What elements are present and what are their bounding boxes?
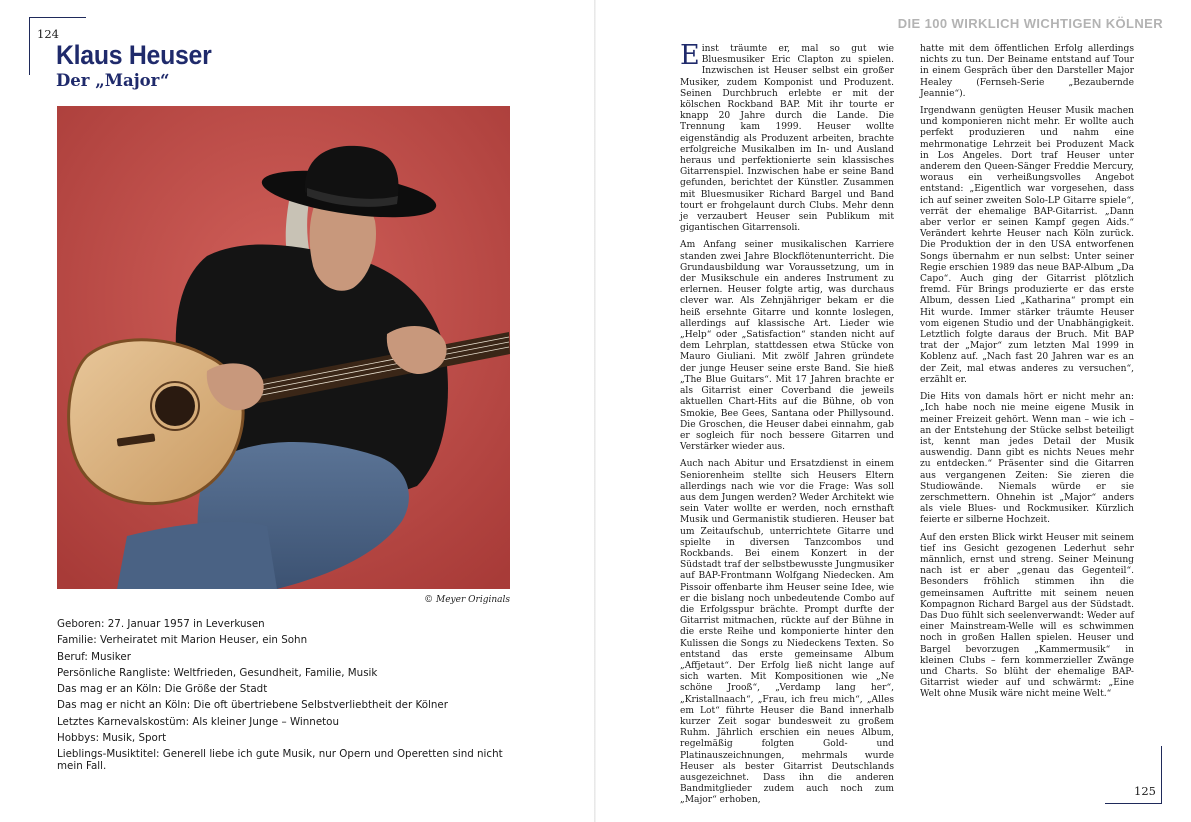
fact-birth: Geboren: 27. Januar 1957 in Leverkusen bbox=[57, 618, 265, 630]
article-subtitle: Der „Major“ bbox=[56, 71, 170, 90]
paragraph-text: inst träumte er, mal so gut wie Bluesmusiker Eric Clapton zu spielen. Inzwischen ist Heuser selbst ein großer Musiker, zudem Komponist und Produzent. Seinen Durchbruch erlebte er mit der kölschen Rockband BAP. Mit ihr tourte er knapp 20 Jahre durch die Lande. Die Trennung kam 1999. Heuser wollte eigenständig als Produzent arbeiten, brachte erfolgreiche Musikalben im In- und Ausland heraus und perfektionierte sein klassisches Gitarrenspiel. Inzwischen habe er seine Band gefunden, berichtet der Künstler. Zusammen mit Bluesmusiker Richard Bargel und Band tourt er frohgelaunt durch Clubs. Mehr denn je verzaubert Heuser sein Publikum mit gigantischen Gitarrensoli. bbox=[680, 44, 894, 234]
fact-likes-cologne: Das mag er an Köln: Die Größe der Stadt bbox=[57, 683, 268, 695]
guitarist-illustration bbox=[57, 106, 510, 589]
text-column-2 bbox=[920, 44, 1134, 707]
page-number-right: 125 bbox=[1134, 784, 1156, 798]
running-header: DIE 100 WIRKLICH WICHTIGEN KÖLNER bbox=[897, 16, 1163, 31]
paragraph: hatte mit dem öffentlichen Erfolg allerdings nichts zu tun. Der Beiname entstand auf Tour in einem Gespräch über den Darsteller Major Healey (Fernseh-Serie „Bezaubernde Jeannie“). bbox=[920, 44, 1134, 99]
fact-carnival-costume: Letztes Karnevalskostüm: Als kleiner Junge – Winnetou bbox=[57, 715, 340, 728]
drop-cap: E bbox=[680, 40, 700, 71]
article-title: Klaus Heuser bbox=[56, 40, 212, 70]
fact-family: Familie: Verheiratet mit Marion Heuser, ein Sohn bbox=[57, 634, 308, 647]
fact-dislikes-cologne: Das mag er nicht an Köln: Die oft übertriebene Selbstverliebtheit der Kölner bbox=[57, 699, 448, 712]
fact-hobbies: Hobbys: Musik, Sport bbox=[57, 731, 167, 744]
paragraph: Irgendwann genügten Heuser Musik machen und komponieren nicht mehr. Er wollte auch perfekt produzieren und nahm eine mehrmonatige Lehrzeit bei Produzent Mack in Los Angeles. Dort traf Heuser unter anderem den Queen-Sänger Freddie Mercury, woraus ein verheißungsvolles Angebot entstand: „Eigentlich war vorgesehen, dass ich auf seiner zweiten Solo-LP Gitarre spiele“, verrät der ehemalige BAP-Gitarrist. „Dann aber verlor er seinen Kampf gegen Aids.“ Verändert kehrte Heuser nach Köln zurück. Die Produktion der in den USA entworfenen Songs übernahm er nun selbst: Unter seiner Regie erschien 1989 das neue BAP-Album „Da Capo“. Auch ging der Gitarrist plötzlich fremd. Für Brings produzierte er das erste Album, dessen Lied „Katharina“ prompt ein Hit wurde. Immer stärker träumte Heuser vom eigenen Studio und der Unabhängigkeit. Letztlich folgte daraus der Bruch. Mit BAP trat der „Major“ zum letzten Mal 1999 in Koblenz auf. „Nach fast 20 Jahren war es an der Zeit, mal etwas anderes zu versuchen“, erzählt er. bbox=[920, 106, 1134, 385]
fact-ranking: Persönliche Rangliste: Weltfrieden, Gesundheit, Familie, Musik bbox=[57, 666, 378, 679]
paragraph: Die Hits von damals hört er nicht mehr an: „Ich habe noch nie meine eigene Musik in meiner Freizeit gehört. Wenn man – wie ich – an der Entstehung der Stücke selbst beteiligt ist, kennt man jedes Detail der Musik auswendig. Dann gibt es nichts Neues mehr zu entdecken.“ Präsenter sind die Gitarren aus vergangenen Zeiten: Sie zieren die Studiowände. Niemals würde er sie zerschmettern. Ohnehin ist „Major“ anders als viele Blues- und Rockmusiker. Kürzlich feierte er silberne Hochzeit. bbox=[920, 392, 1134, 526]
paragraph: Auf den ersten Blick wirkt Heuser mit seinem tief ins Gesicht gezogenen Lederhut sehr männlich, ernst und streng. Seiner Meinung nach ist er aber „genau das Gegenteil“. Besonders fröhlich stimmen ihn die gemeinsamen Auftritte mit seinem neuen Kompagnon Richard Bargel aus der Südstadt. Das Duo fühlt sich seelenverwandt: Weder auf einer Mainstream-Welle will es schwimmen noch in großen Hallen spielen. Heuser und Bargel bevorzugen „Kammermusik“ in kleinen Clubs – fern kommerzieller Zwänge und Charts. So blüht der ehemalige BAP-Gitarrist wieder auf und schwärmt: „Eine Welt ohne Musik wäre nicht meine Welt.“ bbox=[920, 532, 1134, 700]
portrait-photo bbox=[57, 106, 510, 589]
photo-credit: © Meyer Originals bbox=[424, 595, 510, 605]
page-number-left: 124 bbox=[37, 27, 59, 41]
paragraph: Auch nach Abitur und Ersatzdienst in einem Seniorenheim stellte sich Heusers Eltern allerdings nach wie vor die Frage: Was soll aus dem Jungen werden? Weder Architekt wie sein Vater wollte er werden, noch ernsthaft Musik und Germanistik studieren. Heuser bat um Zeitaufschub, unterrichtete Gitarre und spielte in diversen Tanzcombos und Rockbands. Bei einem Konzert in der Südstadt traf der selbstbewusste Jungmusiker auf BAP-Frontmann Wolfgang Niedecken. Am Pissoir offenbarte ihm Heuser seine Idee, wie er die bislang noch unbedeutende Combo auf die Erfolgsspur brächte. Prompt durfte der Gitarrist mitmachen, rückte auf der Bühne in die erste Reihe und komponierte hinter den Kulissen die Songs zu Niedeckens Texten. So entstand das erste gemeinsame Album „Affjetaut“. Der Erfolg ließ nicht lange auf sich warten. Mit Kompositionen wie „Ne schöne Jrooß“, „Verdamp lang her“, „Kristallnaach“, „Frau, ich freu mich“, „Alles em Lot“ führte Heuser die Band innerhalb kurzer Zeit sogar bundesweit zu großem Ruhm. Jährlich erschien ein neues Album, regelmäßig folgten Gold- und Platinauszeichnungen, mehrmals wurde Heuser als bester Gitarrist Deutschlands ausgezeichnet. Dass ihn die anderen Bandmitglieder zudem auch noch zum „Major“ erhoben, bbox=[680, 459, 894, 806]
left-page bbox=[0, 0, 595, 822]
fact-profession: Beruf: Musiker bbox=[57, 650, 131, 663]
paragraph: Am Anfang seiner musikalischen Karriere standen zwei Jahre Blockflötenunterricht. Die Grundausbildung war Voraussetzung, um in der Musikschule ein anderes Instrument zu erlernen. Heuser folgte artig, was durchaus clever war. Als Zehnjähriger bekam er die heiß ersehnte Gitarre und konnte loslegen, allerdings auf klassische Art. Lieder wie „Help“ oder „Satisfaction“ standen nicht auf dem Lehrplan, stattdessen etwa Stücke von Mauro Giuliani. Mit zwölf Jahren gründete der junge Heuser seine erste Band. Sie hieß „The Blue Guitars“. Mit 17 Jahren brachte er als Gitarrist einer Coverband die jeweils aktuellen Chart-Hits auf die Bühne, ob von Smokie, Bee Gees, Santana oder Phillysound. Die Groschen, die Heuser dabei einnahm, gab er sogleich für noch bessere Gitarren und Verstärker wieder aus. bbox=[680, 240, 894, 453]
fact-favorite-music: Lieblings-Musiktitel: Generell liebe ich gute Musik, nur Opern und Operetten sind nicht mein Fall. bbox=[57, 748, 503, 772]
right-page bbox=[596, 0, 1191, 822]
paragraph bbox=[680, 40, 894, 234]
text-column-1 bbox=[680, 40, 894, 813]
fact-list bbox=[57, 618, 507, 776]
